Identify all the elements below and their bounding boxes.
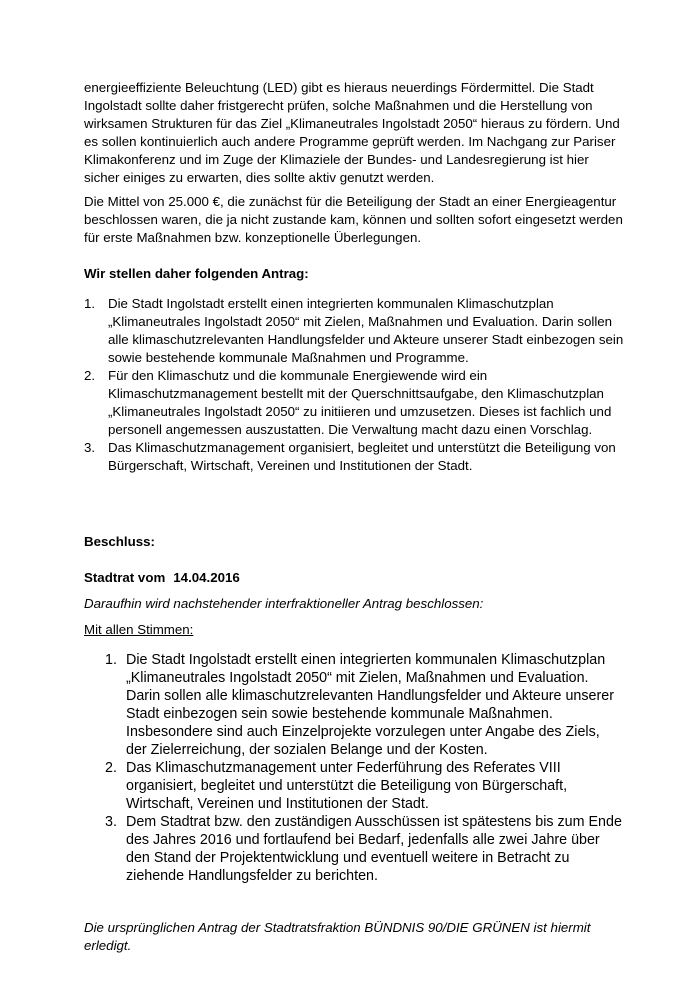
antrag-list <box>84 295 624 475</box>
beschluss-item-number: 3. <box>105 814 117 830</box>
antrag-item-text: Das Klimaschutzmanagement organisiert, begleitet und unterstützt die Beteiligung von Bürgerschaft, Wirtschaft, Vereinen und Institutionen der Stadt. <box>108 440 616 473</box>
closing-note: Die ursprünglichen Antrag der Stadtratsfraktion BÜNDNIS 90/DIE GRÜNEN ist hiermit erledigt. <box>84 920 591 953</box>
document-page <box>84 79 624 955</box>
stadtrat-label: Stadtrat vom <box>84 570 166 585</box>
antrag-item-number: 3. <box>84 440 96 455</box>
antrag-item <box>84 439 624 475</box>
stadtrat-date: 14.04.2016 <box>173 570 240 585</box>
paragraph-budget: Die Mittel von 25.000 €, die zunächst für die Beteiligung der Stadt an einer Energieagentur beschlossen waren, die ja nicht zustande kam, können und sollten sofort eingesetzt werden für erste Maßnahmen bzw. konzeptionelle Überlegungen. <box>84 194 623 245</box>
beschluss-item-text: Dem Stadtrat bzw. den zuständigen Ausschüssen ist spätestens bis zum Ende des Jahres 2016 und fortlaufend bei Bedarf, jedenfalls alle zwei Jahre über den Stand der Projektentwicklung und eventuell weitere in Betracht zu ziehende Handlungsfelder zu berichten. <box>126 814 622 884</box>
beschluss-item <box>84 651 624 759</box>
beschluss-intro: Daraufhin wird nachstehender interfraktioneller Antrag beschlossen: <box>84 596 484 611</box>
beschluss-list <box>84 651 624 885</box>
antrag-item-text: Für den Klimaschutz und die kommunale Energiewende wird ein Klimaschutzmanagement bestellt mit der Querschnittsaufgabe, den Klimaschutzplan „Klimaneutrales Ingolstadt 2050“ zu initiieren und umzusetzen. Dieses ist fachlich und personell angemessen auszustatten. Die Verwaltung macht dazu einen Vorschlag. <box>108 368 612 437</box>
antrag-item-number: 1. <box>84 296 96 311</box>
beschluss-item-text: Das Klimaschutzmanagement unter Federführung des Referates VIII organisiert, begleitet und unterstützt die Beteiligung von Bürgerschaft, Wirtschaft, Vereinen und Institutionen der Stadt. <box>126 760 568 812</box>
beschluss-item <box>84 813 624 885</box>
antrag-item-text: Die Stadt Ingolstadt erstellt einen integrierten kommunalen Klimaschutzplan „Klimaneutrales Ingolstadt 2050“ mit Zielen, Maßnahmen und Evaluation. Darin sollen alle klimaschutzrelevanten Handlungsfelder und Akteure unserer Stadt einbezogen sein sowie bestehende kommunale Maßnahmen und Programme. <box>108 296 624 365</box>
vote-result: Mit allen Stimmen: <box>84 622 194 637</box>
beschluss-item <box>84 759 624 813</box>
beschluss-item-text: Die Stadt Ingolstadt erstellt einen integrierten kommunalen Klimaschutzplan „Klimaneutrales Ingolstadt 2050“ mit Zielen, Maßnahmen und Evaluation. Darin sollen alle klimaschutzrelevanten Handlungsfelder und Akteure unserer Stadt einbezogen sein sowie bestehende kommunale Maßnahmen. Insbesondere sind auch Einzelprojekte vorzulegen unter Angabe des Ziels, der Zielerreichung, der sozialen Belange und der Kosten. <box>126 652 614 758</box>
beschluss-item-number: 1. <box>105 652 117 668</box>
antrag-heading: Wir stellen daher folgenden Antrag: <box>84 266 309 281</box>
beschluss-heading: Beschluss: <box>84 534 155 549</box>
antrag-item <box>84 295 624 367</box>
beschluss-item-number: 2. <box>105 760 117 776</box>
paragraph-funding: energieeffiziente Beleuchtung (LED) gibt es hieraus neuerdings Fördermittel. Die Stadt Ingolstadt sollte daher fristgerecht prüfen, solche Maßnahmen und die Herstellung von wirksamen Strukturen für das Ziel „Klimaneutrales Ingolstadt 2050“ hieraus zu fördern. Und es sollen kontinuierlich auch andere Programme geprüft werden. Im Nachgang zur Pariser Klimakonferenz und im Zuge der Klimaziele der Bundes- und Landesregierung ist hier sicher einiges zu erwarten, dies sollte aktiv genutzt werden. <box>84 80 620 185</box>
antrag-item-number: 2. <box>84 368 96 383</box>
stadtrat-date-line <box>84 569 624 587</box>
antrag-item <box>84 367 624 439</box>
